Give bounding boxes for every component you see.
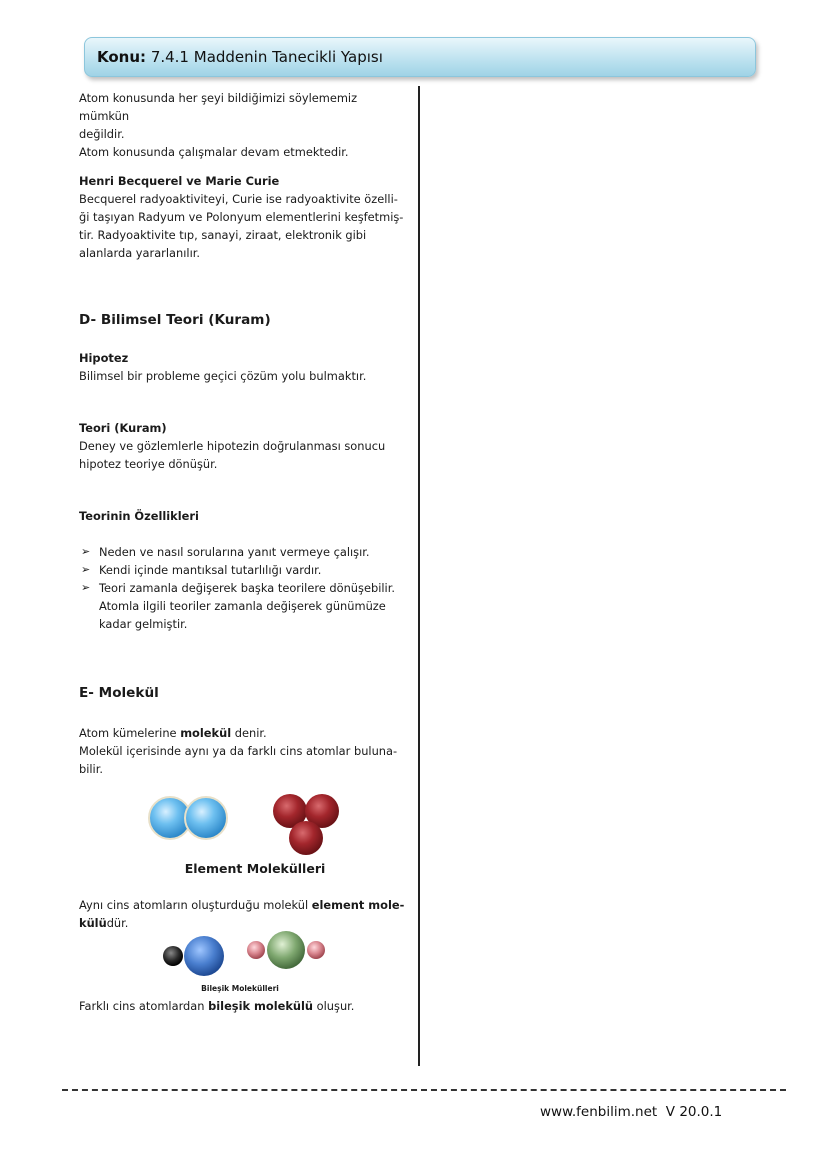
intro-line: Atom konusunda çalışmalar devam etmektedir. <box>79 145 349 159</box>
ozellikler-title-block <box>79 507 409 525</box>
becquerel-line: ği taşıyan Radyum ve Polonyum elementlerini keşfetmiş- <box>79 210 404 224</box>
becquerel-line: tir. Radyoaktivite tıp, sanayi, ziraat, elektronik gibi <box>79 228 367 242</box>
list-item-text: Kendi içinde mantıksal tutarlılığı vardır. <box>99 563 322 577</box>
list-item-text: Atomla ilgili teoriler zamanla değişerek günümüze <box>99 599 386 613</box>
dark-atom <box>163 946 183 966</box>
compound-molecules-text: Farklı cins atomlardan bileşik molekülü oluşur. <box>79 999 355 1013</box>
element-molecules-text: Aynı cins atomların oluşturduğu molekül element mole- külüdür. <box>79 898 405 930</box>
section-d <box>79 311 409 329</box>
teori-line: hipotez teoriye dönüşür. <box>79 457 218 471</box>
list-item-text: Teori zamanla değişerek başka teorilere dönüşebilir. <box>99 581 395 595</box>
footer-divider <box>62 1089 786 1091</box>
green-atom <box>267 931 305 969</box>
hipotez-block <box>79 349 409 385</box>
becquerel-title: Henri Becquerel ve Marie Curie <box>79 174 280 188</box>
intro-line: değildir. <box>79 127 125 141</box>
blue-atom-pair <box>149 797 227 839</box>
compound-molecule-2 <box>247 931 325 969</box>
becquerel-line: alanlarda yararlanılır. <box>79 246 200 260</box>
section-e <box>79 684 409 702</box>
teori-block <box>79 419 409 473</box>
ozellikler-list <box>79 543 415 633</box>
ozellikler-title: Teorinin Özellikleri <box>79 509 199 523</box>
molekul-def-line: Atom kümelerine molekül denir. <box>79 726 267 740</box>
list-item-text: kadar gelmiştir. <box>99 617 188 631</box>
molekul-line: Molekül içerisinde aynı ya da farklı cins atomlar buluna- <box>79 744 398 758</box>
topic-banner <box>84 37 756 77</box>
arrow-bullet-icon: ➢ <box>81 545 91 558</box>
list-item <box>79 561 415 579</box>
intro-line: Atom konusunda her şeyi bildiğimizi söylememiz mümkün <box>79 91 358 123</box>
compound-molecules-illustration <box>158 930 333 980</box>
hipotez-title: Hipotez <box>79 351 129 365</box>
element-molecules-caption: Element Molekülleri <box>184 861 326 876</box>
pink-atom <box>247 941 265 959</box>
topic-title <box>97 48 383 66</box>
teori-line: Deney ve gözlemlerle hipotezin doğrulanması sonucu <box>79 439 386 453</box>
topic-text: 7.4.1 Maddenin Tanecikli Yapısı <box>150 48 383 66</box>
compound-molecule-1 <box>163 936 224 976</box>
list-item-continuation <box>79 615 415 633</box>
blue-atom <box>185 797 227 839</box>
footer-site-version: www.fenbilim.net V 20.0.1 <box>540 1104 723 1120</box>
intro-paragraph <box>79 89 409 161</box>
blue-atom <box>184 936 224 976</box>
becquerel-line: Becquerel radyoaktiviteyi, Curie ise radyoaktivite özelli- <box>79 192 398 206</box>
red-atom-trio <box>273 794 339 855</box>
column-divider <box>418 86 420 1066</box>
list-item-continuation <box>79 597 415 615</box>
list-item-text: Neden ve nasıl sorularına yanıt vermeye çalışır. <box>99 545 370 559</box>
section-d-title: D- Bilimsel Teori (Kuram) <box>79 312 271 328</box>
section-e-title: E- Molekül <box>79 685 159 701</box>
ozellikler-list-block <box>79 543 415 633</box>
arrow-bullet-icon: ➢ <box>81 581 91 594</box>
list-item <box>79 543 415 561</box>
arrow-bullet-icon: ➢ <box>81 563 91 576</box>
konu-label: Konu: <box>97 48 147 66</box>
list-item <box>79 579 415 597</box>
teori-title: Teori (Kuram) <box>79 421 167 435</box>
red-atom <box>289 821 323 855</box>
molekul-line: bilir. <box>79 762 103 776</box>
becquerel-section <box>79 172 409 262</box>
pink-atom <box>307 941 325 959</box>
element-molecules-illustration <box>140 788 360 860</box>
compound-molecules-caption: Bileşik Molekülleri <box>201 984 279 993</box>
molekul-definition <box>79 724 409 778</box>
hipotez-text: Bilimsel bir probleme geçici çözüm yolu bulmaktır. <box>79 369 367 383</box>
